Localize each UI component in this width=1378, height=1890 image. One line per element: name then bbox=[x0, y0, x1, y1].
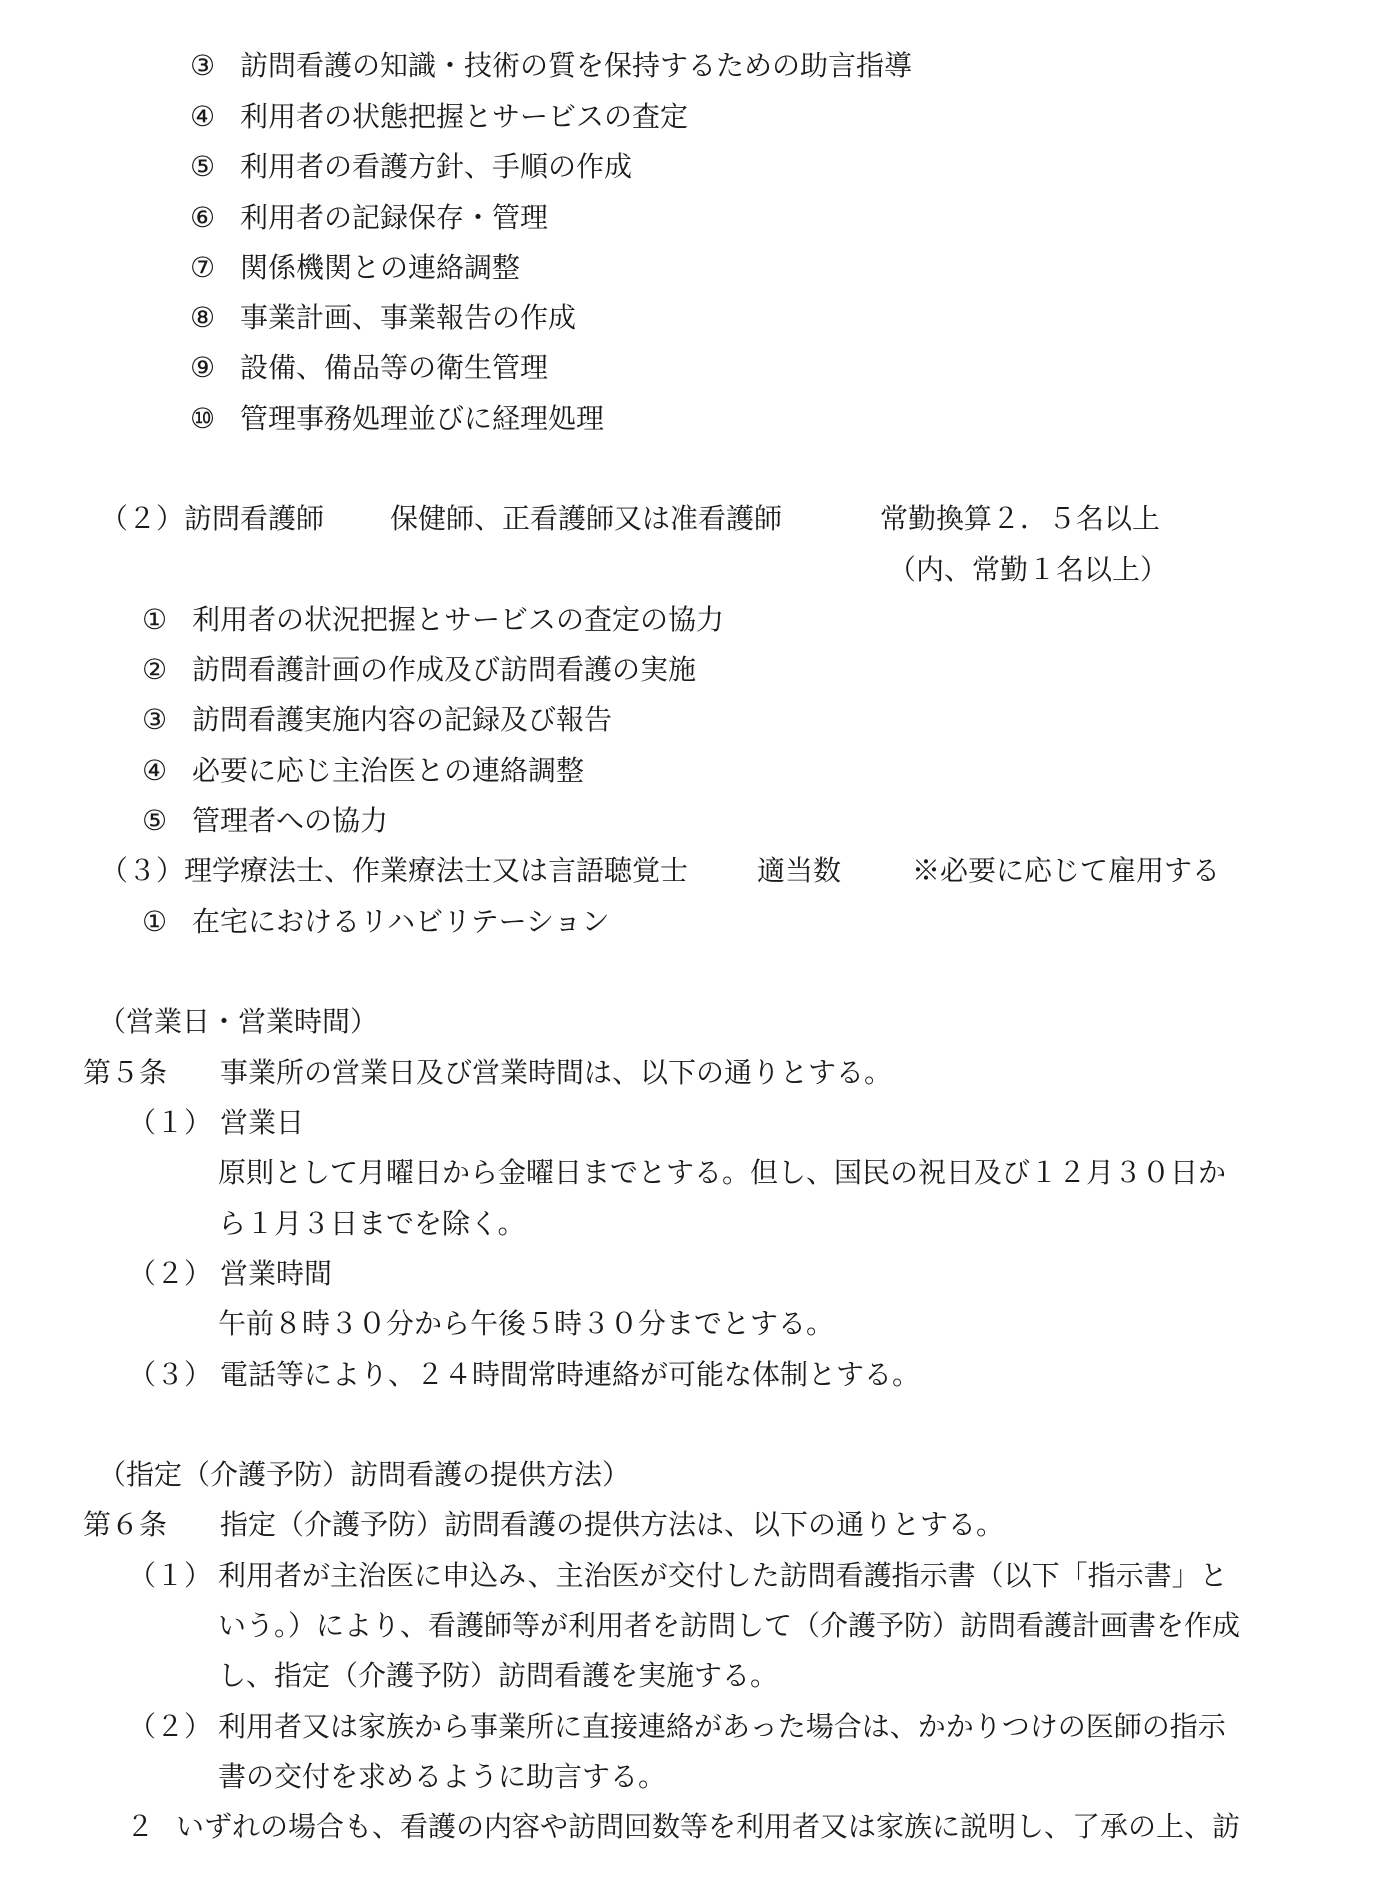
manager-duty-num: ⑦ bbox=[190, 251, 216, 284]
article6-item-num: （２） bbox=[128, 1710, 213, 1743]
nurse-duty-text: 訪問看護計画の作成及び訪問看護の実施 bbox=[192, 653, 697, 686]
article6-item-line: し、指定（介護予防）訪問看護を実施する。 bbox=[218, 1659, 779, 1692]
nurse-duty-num: ① bbox=[142, 603, 168, 636]
manager-duty-text: 管理事務処理並びに経理処理 bbox=[240, 402, 605, 435]
manager-duty-text: 利用者の看護方針、手順の作成 bbox=[240, 150, 633, 183]
manager-duty-num: ⑥ bbox=[190, 201, 216, 234]
manager-duty-num: ③ bbox=[190, 49, 216, 82]
nurse-duty-text: 必要に応じ主治医との連絡調整 bbox=[192, 754, 585, 787]
article6-item-line: 利用者又は家族から事業所に直接連絡があった場合は、かかりつけの医師の指示 bbox=[218, 1710, 1226, 1743]
manager-duty-num: ⑧ bbox=[190, 301, 216, 334]
manager-duty-text: 利用者の状態把握とサービスの査定 bbox=[240, 100, 689, 133]
article5-number: 第５条 bbox=[83, 1056, 168, 1089]
nurse-duty-text: 管理者への協力 bbox=[192, 804, 389, 837]
nurse-duty-num: ④ bbox=[142, 754, 168, 787]
therapist-note: ※必要に応じて雇用する bbox=[912, 854, 1221, 887]
therapist-duty-text: 在宅におけるリハビリテーション bbox=[192, 905, 610, 938]
therapist-duty-num: ① bbox=[142, 905, 168, 938]
article6-text: 指定（介護予防）訪問看護の提供方法は、以下の通りとする。 bbox=[220, 1508, 1005, 1541]
manager-duty-text: 関係機関との連絡調整 bbox=[240, 251, 521, 284]
article5-item-num: （１） bbox=[128, 1106, 213, 1139]
article5-item-num: （２） bbox=[128, 1257, 213, 1290]
nurse-duty-text: 訪問看護実施内容の記録及び報告 bbox=[192, 703, 613, 736]
article5-item-num: （３） bbox=[128, 1358, 213, 1391]
article5-item-body: 原則として月曜日から金曜日までとする。但し、国民の祝日及び１２月３０日か bbox=[218, 1156, 1227, 1189]
article6-para2-num: ２ bbox=[126, 1810, 155, 1843]
nurse-staffing: 常勤換算２．５名以上 bbox=[880, 502, 1161, 535]
article6-item-line: いう。）により、看護師等が利用者を訪問して（介護予防）訪問看護計画書を作成 bbox=[218, 1609, 1241, 1642]
article5-caption: （営業日・営業時間） bbox=[98, 1005, 379, 1038]
article5-item-title: 電話等により、２４時間常時連絡が可能な体制とする。 bbox=[220, 1358, 921, 1391]
manager-duty-num: ⑤ bbox=[190, 150, 216, 183]
article5-item-title: 営業時間 bbox=[220, 1257, 333, 1290]
manager-duty-num: ⑩ bbox=[190, 402, 216, 435]
nurse-heading: （２）訪問看護師 bbox=[100, 502, 325, 535]
nurse-duty-num: ⑤ bbox=[142, 804, 168, 837]
manager-duty-text: 事業計画、事業報告の作成 bbox=[240, 301, 577, 334]
article6-caption: （指定（介護予防）訪問看護の提供方法） bbox=[98, 1458, 631, 1491]
manager-duty-text: 設備、備品等の衛生管理 bbox=[240, 351, 549, 384]
manager-duty-text: 利用者の記録保存・管理 bbox=[240, 201, 549, 234]
nurse-staffing-note: （内、常勤１名以上） bbox=[888, 553, 1169, 586]
article5-item-body: 午前８時３０分から午後５時３０分までとする。 bbox=[218, 1307, 835, 1340]
article6-item-line: 利用者が主治医に申込み、主治医が交付した訪問看護指示書（以下「指示書」と bbox=[218, 1559, 1228, 1592]
nurse-duty-text: 利用者の状況把握とサービスの査定の協力 bbox=[192, 603, 725, 636]
article6-item-line: 書の交付を求めるように助言する。 bbox=[218, 1760, 667, 1793]
therapist-count: 適当数 bbox=[757, 854, 842, 887]
article6-number: 第６条 bbox=[83, 1508, 168, 1541]
article5-text: 事業所の営業日及び営業時間は、以下の通りとする。 bbox=[220, 1056, 893, 1089]
nurse-duty-num: ③ bbox=[142, 703, 168, 736]
nurse-qualification: 保健師、正看護師又は准看護師 bbox=[390, 502, 783, 535]
manager-duty-num: ④ bbox=[190, 100, 216, 133]
manager-duty-num: ⑨ bbox=[190, 351, 216, 384]
article5-item-body: ら１月３日までを除く。 bbox=[218, 1207, 526, 1240]
therapist-heading: （３）理学療法士、作業療法士又は言語聴覚士 bbox=[100, 854, 689, 887]
article6-para2-text: いずれの場合も、看護の内容や訪問回数等を利用者又は家族に説明し、了承の上、訪 bbox=[176, 1810, 1241, 1843]
article6-item-num: （１） bbox=[128, 1559, 213, 1592]
article5-item-title: 営業日 bbox=[220, 1106, 305, 1139]
manager-duty-text: 訪問看護の知識・技術の質を保持するための助言指導 bbox=[240, 49, 913, 82]
nurse-duty-num: ② bbox=[142, 653, 168, 686]
